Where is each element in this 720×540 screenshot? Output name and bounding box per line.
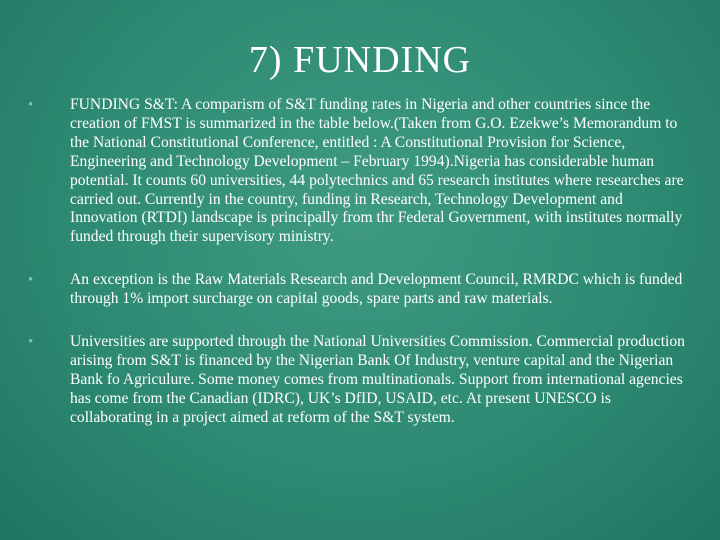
bullet-list	[28, 96, 688, 428]
bullet-lead: FUNDING S&T:	[70, 96, 178, 113]
slide-title: 7) FUNDING	[248, 39, 472, 81]
bullet-text: Universities are supported through the National Universities Commission. Commercial production arising from S&T is financed by the Nigerian Bank Of Industry, venture capital and the Nigerian Bank fo Agriculure. Some money comes from multinationals. Support from international agencies has come from the Canadian (IDRC), UK’s DfID, USAID, etc. At present UNESCO is collaborating in a project aimed at reform of the S&T system.	[70, 333, 685, 426]
bullet-text: An exception is the Raw Materials Research and Development Council, RMRDC which is funded through 1% import surcharge on capital goods, spare parts and raw materials.	[70, 271, 683, 308]
bullet-item-universities	[28, 333, 688, 428]
bullet-marker: •	[28, 272, 34, 289]
bullet-text: A comparism of S&T funding rates in Nigeria and other countries since the creation of FMST is summarized in the table below.(Taken from G.O. Ezekwe’s Memorandum to the National Constitutional Conference, entitled : A Constitutional Provision for Science, Engineering and Technology Development – February 1994).Nigeria has considerable human potential. It counts 60 universities, 44 polytechnics and 65 research institutes where researches are carried out. Currently in the country, funding in Research, Technology Development and Innovation (RTDI) landscape is principally from thr Federal Government, with institutes normally funded through their supervisory ministry.	[70, 96, 684, 246]
bullet-item-funding	[28, 96, 688, 247]
bullet-marker: •	[28, 334, 34, 351]
bullet-item-rmrdc	[28, 271, 688, 309]
bullet-marker: •	[28, 97, 34, 113]
